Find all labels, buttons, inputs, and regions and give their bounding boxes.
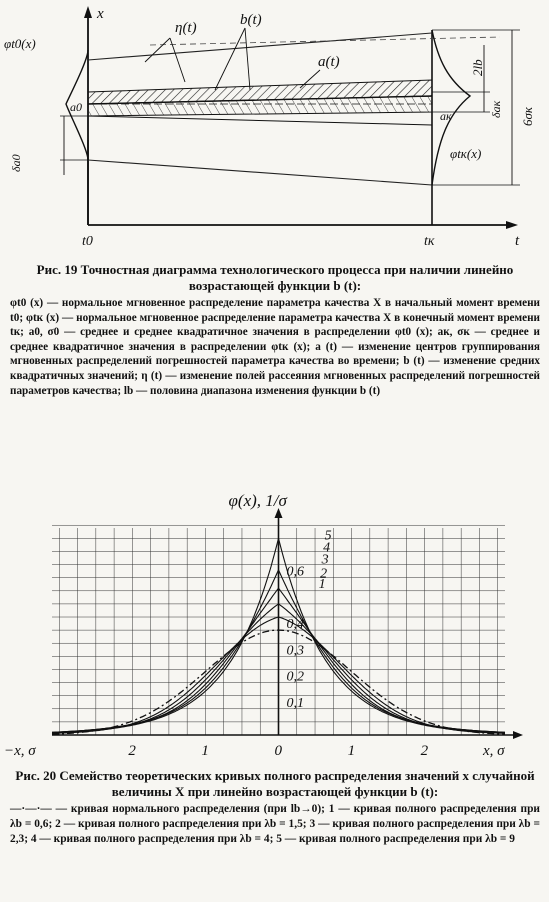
- x-tick-label: 1: [201, 743, 209, 759]
- figure-19-title: Точностная диаграмма технологического процесса при наличии линейно возрастающей функции b (t):: [80, 262, 514, 293]
- phi-t0-label: φt0(x): [4, 36, 36, 51]
- a-label: a(t): [318, 54, 340, 70]
- t0-label: t0: [82, 234, 93, 249]
- curve-label-3: 3: [321, 552, 329, 568]
- x-axis-label: x, σ: [483, 743, 505, 759]
- figure-19-diagram: [0, 0, 549, 255]
- x-axis-label: t: [515, 233, 520, 249]
- y-axis-label: x: [97, 6, 104, 22]
- six-sigma-label: 6σк: [520, 107, 535, 126]
- x-axis-arrow: [513, 731, 523, 739]
- y-tick-label: 0,6: [286, 564, 304, 580]
- eta-upper-line: [88, 33, 432, 60]
- y-tick-label: 0,3: [286, 643, 304, 659]
- figure-19-caption-body: φt0 (x) — нормальное мгновенное распределение параметра качества X в начальный момент времени t0; φtк (x) — нормальное мгновенное распределение параметра качества X в конечный момент времени tк; a0, σ0 — среднее и среднее квадратичное значения в распределении φt0 (x); aк, σк — среднее и среднее квадратичное значения в распределении φtк (x); a (t) — изменение центров группирования мгновенных распределений погрешностей параметра качества во времени; b (t) — изменение средних квадратичных значений; η (t) — изменение полей рассеяния мгновенных распределений погрешностей параметров качества; lb — половина диапазона изменения функции b (t): [10, 297, 540, 397]
- curve-label-5: 5: [324, 528, 332, 544]
- x-tick-label: 2: [420, 743, 429, 759]
- y-tick-label: 0,2: [286, 669, 304, 685]
- b-label: b(t): [240, 12, 262, 28]
- figure-20-caption: [10, 768, 540, 848]
- tk-label: tк: [424, 234, 435, 249]
- eta-lower-line: [88, 160, 432, 185]
- x-tick-label: 1: [347, 743, 356, 759]
- eta-label: η(t): [175, 20, 197, 36]
- phi-tk-curve: [432, 30, 470, 185]
- x-tick-label: 0: [274, 743, 282, 759]
- y-tick-label: 0,1: [286, 695, 304, 711]
- x-axis-arrow: [506, 221, 518, 229]
- delta-a0-label: δa0: [9, 154, 23, 172]
- x-tick-label: 2: [128, 743, 136, 759]
- a0-label: a0: [70, 100, 82, 114]
- two-lb-label: 2lb: [470, 59, 485, 76]
- figure-20-chart: [0, 480, 549, 765]
- figure-19-caption: [10, 262, 540, 398]
- curve-label-1: 1: [318, 577, 326, 593]
- delta-ak-label: δaк: [489, 100, 503, 118]
- figure-20-title: Семейство теоретических кривых полного распределения значений x случайной величины X при линейно возрастающей функции b (t):: [59, 768, 535, 799]
- ak-label: aк: [440, 109, 452, 123]
- y-tick-label: 0,4: [286, 617, 304, 633]
- figure-20-number: Рис. 20: [15, 768, 57, 783]
- phi-tk-label: φtк(x): [450, 146, 482, 161]
- y-axis-arrow: [84, 6, 92, 18]
- curve-label-4: 4: [323, 540, 331, 556]
- y-axis-label: φ(x), 1/σ: [228, 491, 287, 510]
- figure-19-number: Рис. 19: [36, 262, 78, 277]
- x-axis-left-label: −x, σ: [4, 743, 36, 759]
- figure-20-caption-body: —·—·— — кривая нормального распределения (при lb→0); 1 — кривая полного распределения при λb = 0,6; 2 — кривая полного распределения при λb = 1,5; 3 — кривая полного распределения при λb = 2,3; 4 — кривая полного распределения при λb = 4; 5 — кривая полного распределения при λb = 9: [10, 803, 540, 846]
- curve-label-2: 2: [320, 566, 328, 582]
